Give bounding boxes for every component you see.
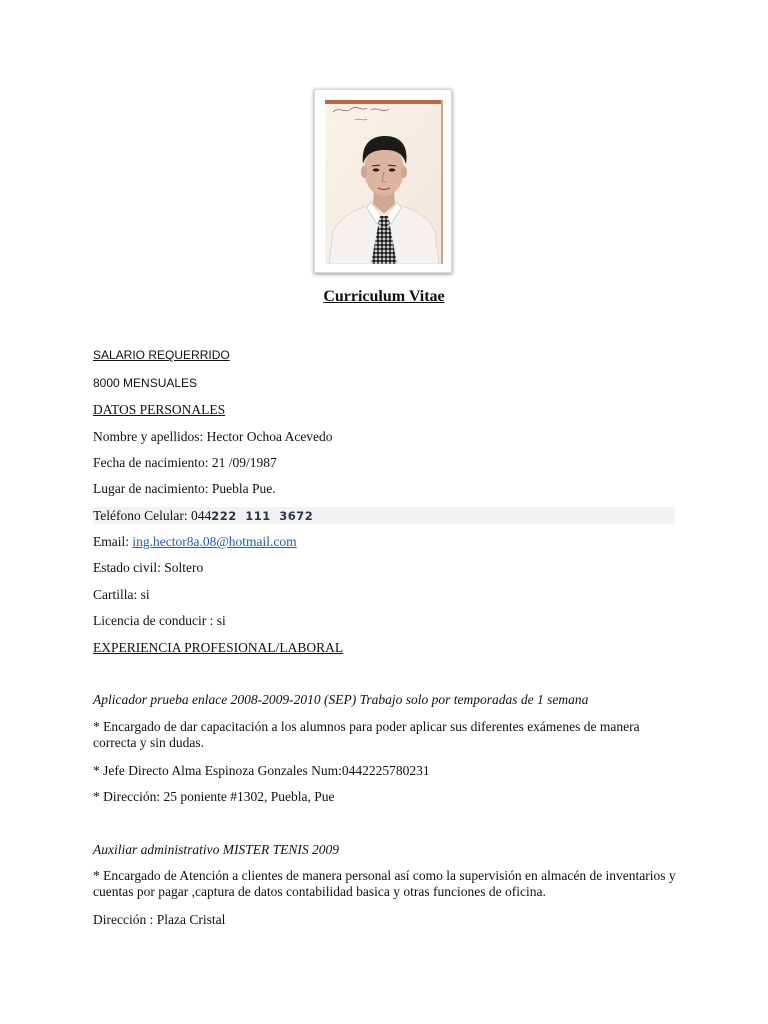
profile-photo — [325, 100, 443, 264]
job-bullet: Dirección : Plaza Cristal — [93, 912, 226, 927]
birth-place-label: Lugar de nacimiento: — [93, 481, 212, 496]
name-label: Nombre y apellidos: — [93, 429, 207, 444]
civil-status-label: Estado civil: — [93, 560, 165, 575]
personal-data-heading: DATOS PERSONALES — [93, 402, 226, 417]
job-title: Auxiliar administrativo MISTER TENIS 2009 — [93, 842, 339, 857]
phone-value: 222 111 3672 — [211, 509, 314, 523]
birth-date-label: Fecha de nacimiento: — [93, 455, 212, 470]
email-row — [93, 534, 297, 550]
email-label: Email: — [93, 534, 133, 549]
job-title: Aplicador prueba enlace 2008-2009-2010 (SEP) Trabajo solo por temporadas de 1 semana — [93, 692, 589, 707]
license-label: Licencia de conducir : — [93, 613, 217, 628]
birth-date-row — [93, 455, 277, 471]
civil-status-row — [93, 560, 203, 576]
salary-heading: SALARIO REQUERRIDO — [93, 348, 230, 362]
phone-label: Teléfono Celular: 044 — [93, 508, 212, 523]
birth-place-value: Puebla Pue. — [211, 481, 276, 496]
cartilla-value: si — [140, 587, 150, 602]
cartilla-label: Cartilla: — [93, 587, 141, 602]
license-row — [93, 613, 226, 629]
birth-place-row — [93, 481, 276, 497]
document-title: Curriculum Vitae — [323, 288, 445, 305]
portrait-illustration — [325, 100, 443, 264]
job-bullet: * Dirección: 25 poniente #1302, Puebla, Pue — [93, 789, 335, 804]
job-bullet: * Encargado de Atención a clientes de manera personal así como la supervisión en almacén de inventarios y cuentas por pagar ,captura de datos contabilidad basica y otras funciones de oficina. — [93, 868, 676, 899]
salary-value: 8000 MENSUALES — [93, 376, 198, 390]
job-bullet: * Encargado de dar capacitación a los alumnos para poder aplicar sus diferentes exámenes de manera correcta y sin dudas. — [93, 719, 640, 750]
profile-photo-frame — [314, 89, 452, 273]
license-value: si — [216, 613, 226, 628]
name-value: Hector Ochoa Acevedo — [206, 429, 333, 444]
email-link[interactable]: ing.hector8a.08@hotmail.com — [132, 534, 297, 549]
name-row — [93, 429, 333, 445]
cartilla-row — [93, 587, 150, 603]
civil-status-value: Soltero — [164, 560, 204, 575]
birth-date-value: 21 /09/1987 — [211, 455, 277, 470]
phone-row — [93, 508, 313, 524]
experience-heading: EXPERIENCIA PROFESIONAL/LABORAL — [93, 640, 344, 655]
job-bullet: * Jefe Directo Alma Espinoza Gonzales Num:0442225780231 — [93, 763, 430, 778]
